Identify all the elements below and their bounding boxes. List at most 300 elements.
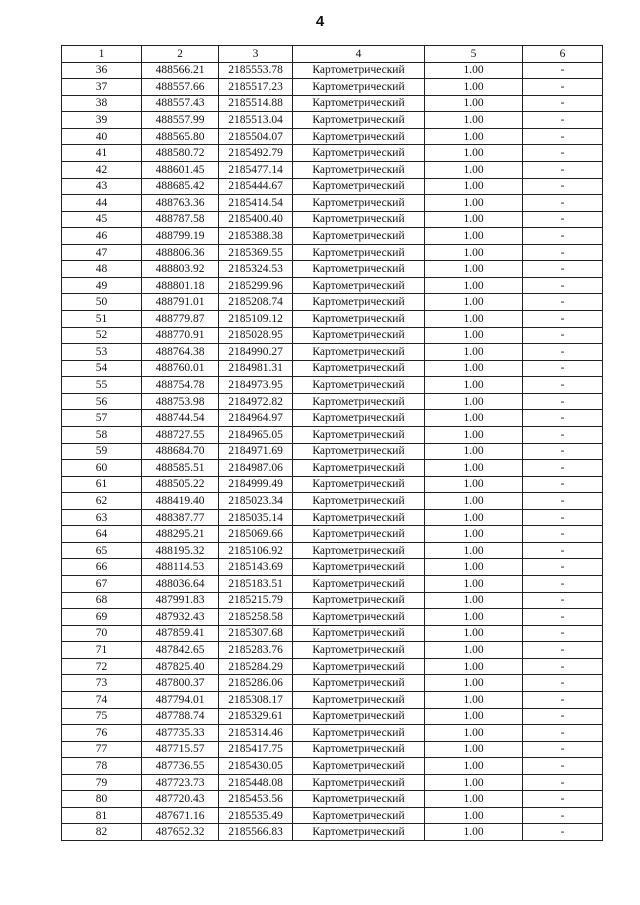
cell-y-coordinate: 2185215.79 — [219, 592, 293, 609]
cell-point-number: 49 — [62, 277, 142, 294]
cell-method: Картометрический — [293, 592, 425, 609]
cell-x-coordinate: 488387.77 — [142, 509, 219, 526]
cell-method: Картометрический — [293, 791, 425, 808]
table-row — [62, 758, 603, 775]
cell-method: Картометрический — [293, 79, 425, 96]
cell-note: - — [523, 178, 603, 195]
cell-accuracy: 1.00 — [425, 576, 523, 593]
cell-method: Картометрический — [293, 360, 425, 377]
table-row — [62, 609, 603, 626]
cell-y-coordinate: 2185430.05 — [219, 758, 293, 775]
cell-y-coordinate: 2185477.14 — [219, 161, 293, 178]
cell-point-number: 47 — [62, 244, 142, 261]
table-row — [62, 476, 603, 493]
cell-y-coordinate: 2185535.49 — [219, 807, 293, 824]
table-row — [62, 824, 603, 841]
cell-point-number: 45 — [62, 211, 142, 228]
cell-method: Картометрический — [293, 311, 425, 328]
cell-x-coordinate: 488779.87 — [142, 311, 219, 328]
column-header-4: 4 — [293, 46, 425, 63]
table-row — [62, 112, 603, 129]
cell-method: Картометрический — [293, 774, 425, 791]
table-row — [62, 642, 603, 659]
cell-method: Картометрический — [293, 426, 425, 443]
table-row — [62, 294, 603, 311]
table-row — [62, 145, 603, 162]
cell-method: Картометрический — [293, 576, 425, 593]
cell-x-coordinate: 488419.40 — [142, 493, 219, 510]
cell-method: Картометрический — [293, 642, 425, 659]
cell-point-number: 72 — [62, 658, 142, 675]
cell-y-coordinate: 2185299.96 — [219, 277, 293, 294]
cell-note: - — [523, 377, 603, 394]
cell-x-coordinate: 488114.53 — [142, 559, 219, 576]
cell-point-number: 82 — [62, 824, 142, 841]
cell-accuracy: 1.00 — [425, 443, 523, 460]
cell-accuracy: 1.00 — [425, 344, 523, 361]
table-row — [62, 261, 603, 278]
cell-y-coordinate: 2184973.95 — [219, 377, 293, 394]
cell-method: Картометрический — [293, 211, 425, 228]
table-row — [62, 344, 603, 361]
cell-point-number: 40 — [62, 128, 142, 145]
cell-x-coordinate: 488791.01 — [142, 294, 219, 311]
cell-accuracy: 1.00 — [425, 559, 523, 576]
cell-point-number: 60 — [62, 460, 142, 477]
cell-method: Картометрический — [293, 476, 425, 493]
table-row — [62, 410, 603, 427]
cell-method: Картометрический — [293, 195, 425, 212]
cell-accuracy: 1.00 — [425, 526, 523, 543]
table-row — [62, 327, 603, 344]
cell-note: - — [523, 344, 603, 361]
cell-accuracy: 1.00 — [425, 426, 523, 443]
cell-note: - — [523, 161, 603, 178]
cell-point-number: 38 — [62, 95, 142, 112]
cell-x-coordinate: 488753.98 — [142, 393, 219, 410]
cell-accuracy: 1.00 — [425, 708, 523, 725]
cell-x-coordinate: 487932.43 — [142, 609, 219, 626]
cell-point-number: 69 — [62, 609, 142, 626]
cell-y-coordinate: 2185388.38 — [219, 228, 293, 245]
cell-point-number: 48 — [62, 261, 142, 278]
cell-method: Картометрический — [293, 112, 425, 129]
cell-x-coordinate: 487735.33 — [142, 725, 219, 742]
cell-point-number: 46 — [62, 228, 142, 245]
cell-method: Картометрический — [293, 410, 425, 427]
cell-accuracy: 1.00 — [425, 493, 523, 510]
cell-x-coordinate: 487715.57 — [142, 741, 219, 758]
cell-note: - — [523, 509, 603, 526]
cell-x-coordinate: 487842.65 — [142, 642, 219, 659]
cell-point-number: 66 — [62, 559, 142, 576]
table-row — [62, 559, 603, 576]
cell-x-coordinate: 488566.21 — [142, 62, 219, 79]
cell-note: - — [523, 576, 603, 593]
cell-note: - — [523, 691, 603, 708]
cell-note: - — [523, 758, 603, 775]
table-row — [62, 741, 603, 758]
cell-y-coordinate: 2184972.82 — [219, 393, 293, 410]
table-row — [62, 675, 603, 692]
cell-method: Картометрический — [293, 327, 425, 344]
cell-method: Картометрический — [293, 261, 425, 278]
cell-x-coordinate: 488760.01 — [142, 360, 219, 377]
cell-accuracy: 1.00 — [425, 691, 523, 708]
cell-note: - — [523, 211, 603, 228]
cell-point-number: 61 — [62, 476, 142, 493]
cell-note: - — [523, 128, 603, 145]
table-row — [62, 79, 603, 96]
table-row — [62, 708, 603, 725]
cell-method: Картометрический — [293, 708, 425, 725]
cell-method: Картометрический — [293, 377, 425, 394]
cell-point-number: 37 — [62, 79, 142, 96]
cell-accuracy: 1.00 — [425, 476, 523, 493]
cell-x-coordinate: 487825.40 — [142, 658, 219, 675]
cell-note: - — [523, 393, 603, 410]
cell-point-number: 36 — [62, 62, 142, 79]
cell-note: - — [523, 311, 603, 328]
cell-note: - — [523, 277, 603, 294]
table-row — [62, 493, 603, 510]
cell-accuracy: 1.00 — [425, 741, 523, 758]
cell-accuracy: 1.00 — [425, 211, 523, 228]
cell-method: Картометрический — [293, 725, 425, 742]
cell-y-coordinate: 2184965.05 — [219, 426, 293, 443]
page-number: 4 — [315, 13, 325, 30]
cell-accuracy: 1.00 — [425, 625, 523, 642]
cell-accuracy: 1.00 — [425, 410, 523, 427]
table-row — [62, 791, 603, 808]
cell-note: - — [523, 642, 603, 659]
cell-x-coordinate: 488763.36 — [142, 195, 219, 212]
cell-method: Картометрический — [293, 393, 425, 410]
table-row — [62, 128, 603, 145]
cell-note: - — [523, 559, 603, 576]
cell-method: Картометрический — [293, 460, 425, 477]
cell-point-number: 76 — [62, 725, 142, 742]
table-row — [62, 95, 603, 112]
cell-accuracy: 1.00 — [425, 95, 523, 112]
header-row — [62, 46, 603, 63]
cell-note: - — [523, 774, 603, 791]
table-row — [62, 807, 603, 824]
cell-y-coordinate: 2185284.29 — [219, 658, 293, 675]
cell-point-number: 73 — [62, 675, 142, 692]
cell-note: - — [523, 542, 603, 559]
cell-accuracy: 1.00 — [425, 824, 523, 841]
cell-x-coordinate: 488557.43 — [142, 95, 219, 112]
column-header-3: 3 — [219, 46, 293, 63]
cell-note: - — [523, 476, 603, 493]
cell-method: Картометрический — [293, 691, 425, 708]
cell-y-coordinate: 2185183.51 — [219, 576, 293, 593]
cell-y-coordinate: 2185417.75 — [219, 741, 293, 758]
cell-y-coordinate: 2185314.46 — [219, 725, 293, 742]
column-header-2: 2 — [142, 46, 219, 63]
cell-point-number: 53 — [62, 344, 142, 361]
cell-method: Картометрический — [293, 675, 425, 692]
table-row — [62, 509, 603, 526]
cell-x-coordinate: 488770.91 — [142, 327, 219, 344]
cell-x-coordinate: 488585.51 — [142, 460, 219, 477]
cell-x-coordinate: 488803.92 — [142, 261, 219, 278]
cell-method: Картометрический — [293, 559, 425, 576]
cell-point-number: 64 — [62, 526, 142, 543]
cell-y-coordinate: 2185400.40 — [219, 211, 293, 228]
cell-method: Картометрический — [293, 807, 425, 824]
table-row — [62, 774, 603, 791]
cell-note: - — [523, 708, 603, 725]
cell-y-coordinate: 2184971.69 — [219, 443, 293, 460]
cell-note: - — [523, 426, 603, 443]
table-row — [62, 393, 603, 410]
cell-x-coordinate: 488764.38 — [142, 344, 219, 361]
cell-y-coordinate: 2185514.88 — [219, 95, 293, 112]
cell-point-number: 74 — [62, 691, 142, 708]
cell-point-number: 59 — [62, 443, 142, 460]
cell-x-coordinate: 488799.19 — [142, 228, 219, 245]
table-row — [62, 161, 603, 178]
cell-x-coordinate: 488565.80 — [142, 128, 219, 145]
cell-note: - — [523, 658, 603, 675]
cell-accuracy: 1.00 — [425, 178, 523, 195]
cell-y-coordinate: 2185448.08 — [219, 774, 293, 791]
table-body — [62, 62, 603, 840]
cell-method: Картометрический — [293, 294, 425, 311]
cell-y-coordinate: 2185028.95 — [219, 327, 293, 344]
cell-y-coordinate: 2184999.49 — [219, 476, 293, 493]
table-header — [62, 46, 603, 63]
cell-y-coordinate: 2185035.14 — [219, 509, 293, 526]
cell-x-coordinate: 488754.78 — [142, 377, 219, 394]
cell-accuracy: 1.00 — [425, 228, 523, 245]
cell-accuracy: 1.00 — [425, 195, 523, 212]
table-row — [62, 725, 603, 742]
cell-point-number: 58 — [62, 426, 142, 443]
cell-method: Картометрический — [293, 161, 425, 178]
cell-note: - — [523, 526, 603, 543]
table-row — [62, 277, 603, 294]
cell-note: - — [523, 62, 603, 79]
cell-method: Картометрический — [293, 145, 425, 162]
cell-note: - — [523, 493, 603, 510]
cell-note: - — [523, 244, 603, 261]
cell-x-coordinate: 487671.16 — [142, 807, 219, 824]
cell-point-number: 65 — [62, 542, 142, 559]
table-row — [62, 211, 603, 228]
cell-accuracy: 1.00 — [425, 161, 523, 178]
cell-accuracy: 1.00 — [425, 791, 523, 808]
table-row — [62, 443, 603, 460]
cell-note: - — [523, 79, 603, 96]
cell-accuracy: 1.00 — [425, 807, 523, 824]
cell-point-number: 79 — [62, 774, 142, 791]
cell-note: - — [523, 460, 603, 477]
cell-accuracy: 1.00 — [425, 277, 523, 294]
cell-point-number: 44 — [62, 195, 142, 212]
cell-y-coordinate: 2185106.92 — [219, 542, 293, 559]
cell-method: Картометрический — [293, 758, 425, 775]
cell-y-coordinate: 2185208.74 — [219, 294, 293, 311]
cell-x-coordinate: 488685.42 — [142, 178, 219, 195]
cell-x-coordinate: 487723.73 — [142, 774, 219, 791]
cell-x-coordinate: 487736.55 — [142, 758, 219, 775]
coordinates-table — [61, 45, 603, 841]
cell-accuracy: 1.00 — [425, 112, 523, 129]
cell-note: - — [523, 195, 603, 212]
cell-x-coordinate: 488036.64 — [142, 576, 219, 593]
cell-method: Картометрический — [293, 244, 425, 261]
cell-note: - — [523, 625, 603, 642]
cell-x-coordinate: 488580.72 — [142, 145, 219, 162]
cell-y-coordinate: 2184981.31 — [219, 360, 293, 377]
cell-y-coordinate: 2185504.07 — [219, 128, 293, 145]
cell-note: - — [523, 145, 603, 162]
cell-y-coordinate: 2185369.55 — [219, 244, 293, 261]
cell-accuracy: 1.00 — [425, 377, 523, 394]
cell-accuracy: 1.00 — [425, 592, 523, 609]
cell-point-number: 42 — [62, 161, 142, 178]
cell-point-number: 62 — [62, 493, 142, 510]
cell-method: Картометрический — [293, 542, 425, 559]
cell-point-number: 50 — [62, 294, 142, 311]
cell-y-coordinate: 2185414.54 — [219, 195, 293, 212]
cell-y-coordinate: 2185517.23 — [219, 79, 293, 96]
cell-x-coordinate: 487800.37 — [142, 675, 219, 692]
cell-y-coordinate: 2185307.68 — [219, 625, 293, 642]
cell-y-coordinate: 2185513.04 — [219, 112, 293, 129]
cell-note: - — [523, 228, 603, 245]
cell-y-coordinate: 2185069.66 — [219, 526, 293, 543]
cell-y-coordinate: 2184990.27 — [219, 344, 293, 361]
table-row — [62, 377, 603, 394]
cell-point-number: 78 — [62, 758, 142, 775]
cell-x-coordinate: 488727.55 — [142, 426, 219, 443]
cell-x-coordinate: 487652.32 — [142, 824, 219, 841]
cell-method: Картометрический — [293, 493, 425, 510]
cell-y-coordinate: 2185286.06 — [219, 675, 293, 692]
cell-x-coordinate: 488801.18 — [142, 277, 219, 294]
cell-point-number: 63 — [62, 509, 142, 526]
cell-x-coordinate: 487991.83 — [142, 592, 219, 609]
cell-y-coordinate: 2185258.58 — [219, 609, 293, 626]
cell-accuracy: 1.00 — [425, 311, 523, 328]
cell-y-coordinate: 2185283.76 — [219, 642, 293, 659]
cell-point-number: 56 — [62, 393, 142, 410]
cell-method: Картометрический — [293, 526, 425, 543]
cell-method: Картометрический — [293, 95, 425, 112]
cell-method: Картометрический — [293, 62, 425, 79]
cell-y-coordinate: 2185308.17 — [219, 691, 293, 708]
cell-point-number: 52 — [62, 327, 142, 344]
cell-accuracy: 1.00 — [425, 360, 523, 377]
cell-y-coordinate: 2185492.79 — [219, 145, 293, 162]
cell-accuracy: 1.00 — [425, 675, 523, 692]
table-row — [62, 691, 603, 708]
table-row — [62, 228, 603, 245]
cell-x-coordinate: 488557.66 — [142, 79, 219, 96]
cell-method: Картометрический — [293, 658, 425, 675]
table-row — [62, 62, 603, 79]
cell-note: - — [523, 725, 603, 742]
column-header-1: 1 — [62, 46, 142, 63]
cell-note: - — [523, 807, 603, 824]
cell-method: Картометрический — [293, 509, 425, 526]
cell-y-coordinate: 2185553.78 — [219, 62, 293, 79]
cell-note: - — [523, 360, 603, 377]
cell-x-coordinate: 488195.32 — [142, 542, 219, 559]
cell-method: Картометрический — [293, 344, 425, 361]
cell-note: - — [523, 294, 603, 311]
cell-note: - — [523, 609, 603, 626]
table-row — [62, 576, 603, 593]
cell-method: Картометрический — [293, 443, 425, 460]
cell-point-number: 75 — [62, 708, 142, 725]
cell-accuracy: 1.00 — [425, 145, 523, 162]
cell-note: - — [523, 741, 603, 758]
table-row — [62, 195, 603, 212]
table-row — [62, 311, 603, 328]
cell-accuracy: 1.00 — [425, 327, 523, 344]
cell-note: - — [523, 112, 603, 129]
cell-point-number: 71 — [62, 642, 142, 659]
cell-accuracy: 1.00 — [425, 542, 523, 559]
cell-point-number: 68 — [62, 592, 142, 609]
cell-accuracy: 1.00 — [425, 460, 523, 477]
cell-point-number: 43 — [62, 178, 142, 195]
cell-accuracy: 1.00 — [425, 774, 523, 791]
cell-x-coordinate: 487794.01 — [142, 691, 219, 708]
table-row — [62, 658, 603, 675]
cell-y-coordinate: 2185324.53 — [219, 261, 293, 278]
cell-point-number: 55 — [62, 377, 142, 394]
cell-accuracy: 1.00 — [425, 79, 523, 96]
cell-method: Картометрический — [293, 609, 425, 626]
table-row — [62, 360, 603, 377]
cell-note: - — [523, 675, 603, 692]
cell-point-number: 41 — [62, 145, 142, 162]
cell-method: Картометрический — [293, 277, 425, 294]
cell-point-number: 39 — [62, 112, 142, 129]
cell-x-coordinate: 488601.45 — [142, 161, 219, 178]
cell-note: - — [523, 443, 603, 460]
cell-method: Картометрический — [293, 228, 425, 245]
cell-note: - — [523, 410, 603, 427]
cell-x-coordinate: 488787.58 — [142, 211, 219, 228]
cell-y-coordinate: 2185023.34 — [219, 493, 293, 510]
cell-x-coordinate: 488744.54 — [142, 410, 219, 427]
cell-accuracy: 1.00 — [425, 294, 523, 311]
cell-point-number: 54 — [62, 360, 142, 377]
cell-method: Картометрический — [293, 741, 425, 758]
cell-y-coordinate: 2185109.12 — [219, 311, 293, 328]
cell-accuracy: 1.00 — [425, 128, 523, 145]
cell-note: - — [523, 327, 603, 344]
cell-accuracy: 1.00 — [425, 609, 523, 626]
cell-point-number: 51 — [62, 311, 142, 328]
cell-accuracy: 1.00 — [425, 658, 523, 675]
column-header-6: 6 — [523, 46, 603, 63]
cell-x-coordinate: 488295.21 — [142, 526, 219, 543]
cell-accuracy: 1.00 — [425, 261, 523, 278]
cell-accuracy: 1.00 — [425, 393, 523, 410]
cell-y-coordinate: 2184964.97 — [219, 410, 293, 427]
cell-point-number: 80 — [62, 791, 142, 808]
table-row — [62, 592, 603, 609]
cell-accuracy: 1.00 — [425, 62, 523, 79]
